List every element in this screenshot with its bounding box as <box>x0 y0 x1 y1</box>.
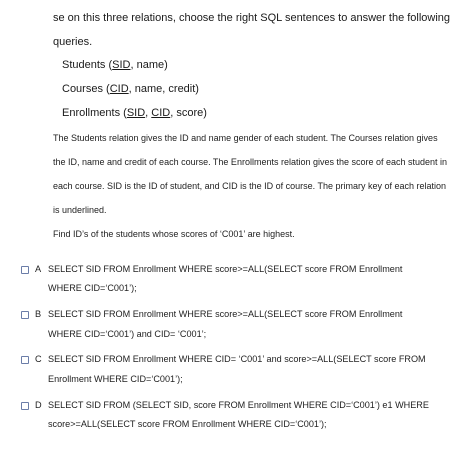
option-a-text-line-1: SELECT SID FROM Enrollment WHERE score>=ALL(SELECT score FROM Enrollment <box>48 264 403 274</box>
relation-name: Students <box>62 59 106 71</box>
option-c-text-line-2: Enrollment WHERE CID=‘C001’); <box>48 374 183 384</box>
question-text: Find ID’s of the students whose scores of ‘C001’ are highest. <box>53 229 295 239</box>
intro-line-1: se on this three relations, choose the right SQL sentences to answer the following <box>53 12 451 24</box>
primary-key: CID <box>151 107 171 119</box>
description-line-1: The Students relation gives the ID and name gender of each student. The Courses relation gives <box>53 133 438 143</box>
relation-name: Courses <box>62 83 103 95</box>
option-b-checkbox[interactable] <box>21 311 29 319</box>
option-a-checkbox[interactable] <box>21 266 29 274</box>
option-d-checkbox[interactable] <box>21 402 29 410</box>
description-line-2: the ID, name and credit of each course. The Enrollments relation gives the score of each student in <box>53 157 448 167</box>
description-line-3: each course. SID is the ID of student, and CID is the ID of course. The primary key of each relation <box>53 181 447 191</box>
relation-attributes: score) <box>173 107 207 119</box>
option-d-letter: D <box>35 400 42 410</box>
option-b-letter: B <box>35 309 42 319</box>
relation-attributes: name) <box>133 59 168 71</box>
option-d-text-line-2: score>=ALL(SELECT score FROM Enrollment WHERE CID=‘C001’); <box>48 419 327 429</box>
option-c-checkbox[interactable] <box>21 356 29 364</box>
relation-attributes: name, credit) <box>131 83 199 95</box>
option-b-text-line-1: SELECT SID FROM Enrollment WHERE score>=ALL(SELECT score FROM Enrollment <box>48 309 403 319</box>
option-c-text-line-1: SELECT SID FROM Enrollment WHERE CID= ‘C001’ and score>=ALL(SELECT score FROM <box>48 354 426 364</box>
option-a-text-line-2: WHERE CID=‘C001’); <box>48 283 137 293</box>
option-b-text-line-2: WHERE CID=‘C001’) and CID= ‘C001’; <box>48 329 207 339</box>
relation-courses: Courses (CID, name, credit) <box>62 83 199 95</box>
relation-students: Students (SID, name) <box>62 59 168 71</box>
intro-line-2: queries. <box>53 36 93 48</box>
option-d-text-line-1: SELECT SID FROM (SELECT SID, score FROM Enrollment WHERE CID=‘C001’) e1 WHERE <box>48 400 429 410</box>
option-c-letter: C <box>35 354 42 364</box>
relation-enrollments: Enrollments (SID, CID, score) <box>62 107 207 119</box>
relation-name: Enrollments <box>62 107 121 119</box>
primary-key: SID <box>112 59 131 71</box>
option-a-letter: A <box>35 264 42 274</box>
primary-key: CID <box>109 83 129 95</box>
description-line-4: is underlined. <box>53 205 107 215</box>
primary-key: SID <box>126 107 146 119</box>
